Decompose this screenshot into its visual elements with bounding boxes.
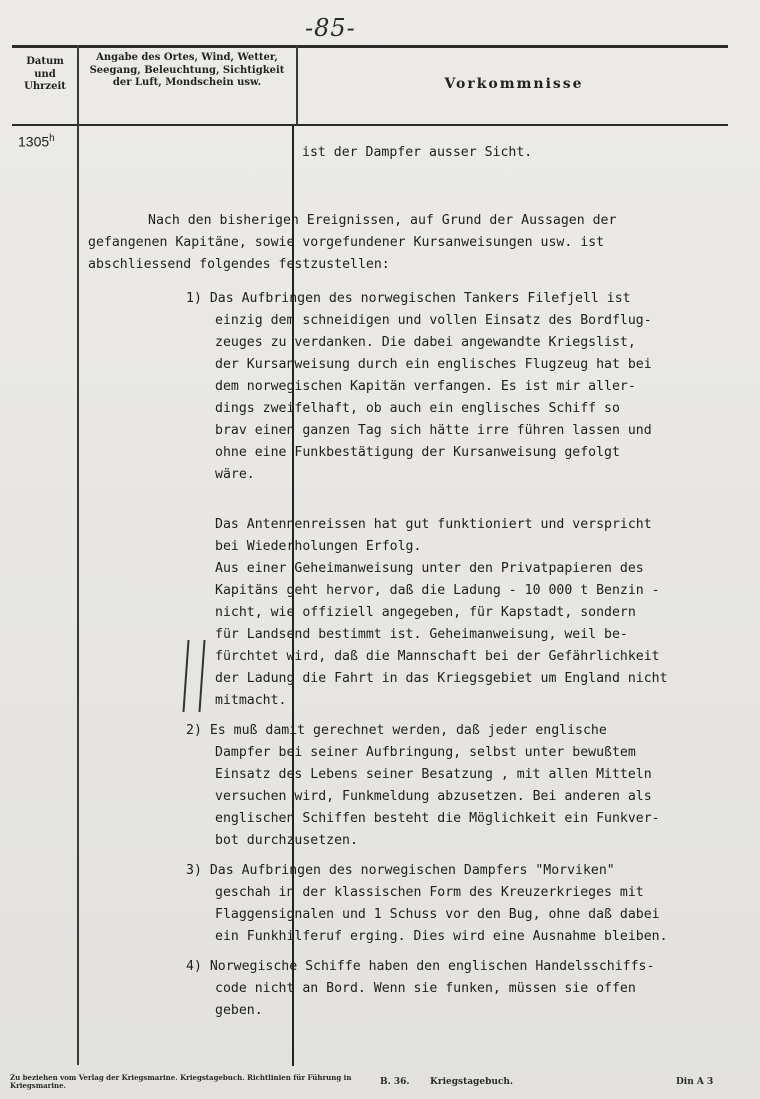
- text-line: dem norwegischen Kapitän verfangen. Es ist mir aller-: [215, 379, 636, 394]
- header-datum: Datum und Uhrzeit: [24, 56, 66, 92]
- text-line: bei Wiederholungen Erfolg.: [215, 539, 422, 554]
- text-line: zeuges zu verdanken. Die dabei angewandte Kriegslist,: [215, 335, 636, 350]
- text-line: für Landsend bestimmt ist. Geheimanweisung, weil be-: [215, 627, 628, 642]
- text-line: nicht, wie offiziell angegeben, für Kapstadt, sondern: [215, 605, 636, 620]
- text-line: englischen Schiffen besteht die Möglichkeit ein Funkver-: [215, 811, 660, 826]
- text-line: bot durchzusetzen.: [215, 833, 358, 848]
- text-line: der Kursanweisung durch ein englisches Flugzeug hat bei: [215, 357, 652, 372]
- text-line: 1) Das Aufbringen des norwegischen Tankers Filefjell ist: [186, 291, 631, 306]
- text-line: Dampfer bei seiner Aufbringung, selbst unter bewußtem: [215, 745, 636, 760]
- text-line: ist der Dampfer ausser Sicht.: [302, 145, 533, 160]
- text-line: gefangenen Kapitäne, sowie vorgefundener Kursanweisungen usw. ist: [88, 235, 605, 250]
- text-line: 3) Das Aufbringen des norwegischen Dampfers "Morviken": [186, 863, 615, 878]
- footer-form-title: Kriegstagebuch.: [430, 1077, 514, 1087]
- text-line: Einsatz des Lebens seiner Besatzung , mit allen Mitteln: [215, 767, 652, 782]
- text-line: dings zweifelhaft, ob auch ein englisches Schiff so: [215, 401, 620, 416]
- text-line: mitmacht.: [215, 693, 287, 708]
- time-suffix: h: [49, 133, 55, 144]
- text-line: wäre.: [215, 467, 255, 482]
- text-line: abschliessend folgendes festzustellen:: [88, 257, 390, 272]
- text-line: geschah in der klassischen Form des Kreuzerkrieges mit: [215, 885, 644, 900]
- footer-publisher-note: Zu beziehen vom Verlag der Kriegsmarine. Kriegstagebuch. Richtlinien für Führung in Kriegsmarine.: [10, 1073, 352, 1090]
- text-line: 4) Norwegische Schiffe haben den englischen Handelsschiffs-: [186, 959, 655, 974]
- text-line: fürchtet wird, daß die Mannschaft bei der Gefährlichkeit: [215, 649, 660, 664]
- text-line: der Ladung die Fahrt in das Kriegsgebiet um England nicht: [215, 671, 668, 686]
- text-line: Kapitäns geht hervor, daß die Ladung - 10 000 t Benzin -: [215, 583, 660, 598]
- text-line: brav einen ganzen Tag sich hätte irre führen lassen und: [215, 423, 652, 438]
- header-ort: Angabe des Ortes, Wind, Wetter, Seegang, Beleuchtung, Sichtigkeit der Luft, Mondschein usw.: [89, 52, 285, 88]
- footer-paper-size: Din A 3: [676, 1077, 714, 1087]
- text-line: code nicht an Bord. Wenn sie funken, müssen sie offen: [215, 981, 636, 996]
- text-line: ein Funkhilferuf erging. Dies wird eine Ausnahme bleiben.: [215, 929, 668, 944]
- text-line: Das Antennenreissen hat gut funktioniert und verspricht: [215, 517, 652, 532]
- footer-form-number: B. 36.: [380, 1077, 410, 1087]
- text-line: geben.: [215, 1003, 263, 1018]
- text-line: ohne eine Funkbestätigung der Kursanweisung gefolgt: [215, 445, 620, 460]
- text-line: einzig dem schneidigen und vollen Einsatz des Bordflug-: [215, 313, 652, 328]
- text-line: versuchen wird, Funkmeldung abzusetzen. Bei anderen als: [215, 789, 652, 804]
- page-number: -85-: [305, 14, 356, 42]
- text-line: Flaggensignalen und 1 Schuss vor den Bug, ohne daß dabei: [215, 907, 660, 922]
- text-line: Aus einer Geheimanweisung unter den Privatpapieren des: [215, 561, 644, 576]
- header-vorkommnisse: Vorkommnisse: [444, 76, 584, 92]
- time-value: 1305: [18, 133, 50, 150]
- text-line: 2) Es muß damit gerechnet werden, daß jeder englische: [186, 723, 607, 738]
- text-line: Nach den bisherigen Ereignissen, auf Grund der Aussagen der: [148, 213, 617, 228]
